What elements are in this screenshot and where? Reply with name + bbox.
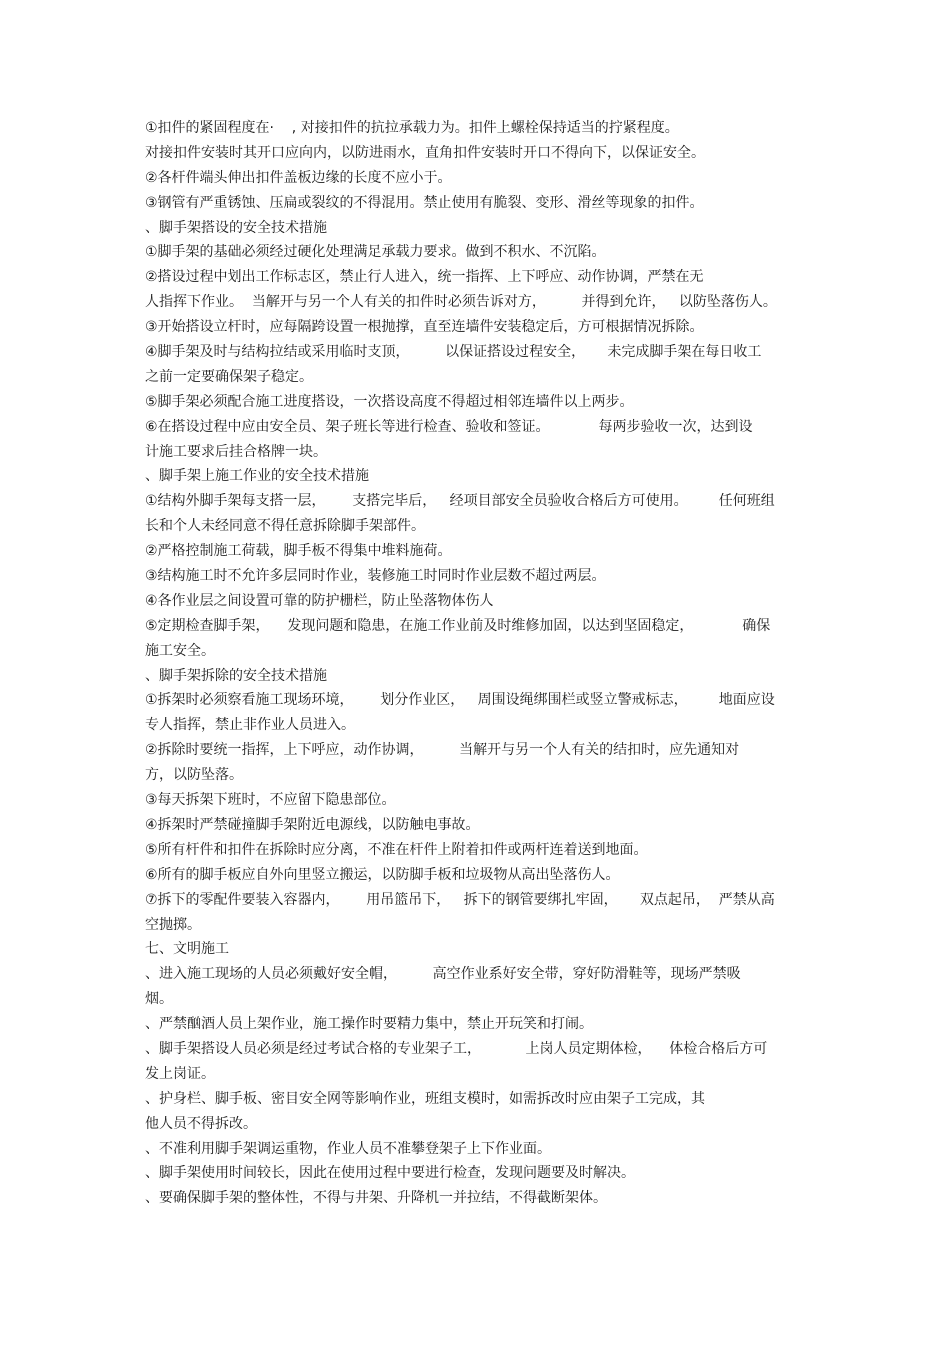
text-line: ②拆除时要统一指挥，上下呼应，动作协调， 当解开与另一个人有关的结扣时，应先通知对 [145,742,740,759]
text-line: ⑤脚手架必须配合施工进度搭设，一次搭设高度不得超过相邻连墙件以上两步。 [145,393,634,410]
text-line: 施工安全。 [145,642,215,659]
text-line: ②严格控制施工荷载，脚手板不得集中堆料施荷。 [145,543,452,560]
text-line: 、不准利用脚手架调运重物，作业人员不准攀登架子上下作业面。 [145,1140,551,1157]
text-line: ⑤所有杆件和扣件在拆除时应分离，不准在杆件上附着扣件或两杆连着送到地面。 [145,841,648,858]
text-line: ⑤定期检查脚手架， 发现问题和隐患，在施工作业前及时维修加固，以达到坚固稳定， 确保 [145,617,771,634]
text-line: ④拆架时严禁碰撞脚手架附近电源线，以防触电事故。 [145,816,480,833]
text-line: ①脚手架的基础必须经过硬化处理满足承载力要求。做到不积水、不沉陷。 [145,244,606,261]
text-line: 人指挥下作业。 当解开与另一个人有关的扣件时必须告诉对方， 并得到允许， 以防坠落伤人。 [145,294,777,311]
text-line: ①结构外脚手架每支搭一层， 支搭完毕后， 经项目部安全员验收合格后方可使用。 任何班组 [145,493,775,510]
text-line: 、要确保脚手架的整体性，不得与井架、升降机一并拉结，不得截断架体。 [145,1190,607,1207]
text-line: 他人员不得拆改。 [145,1115,257,1132]
text-line: 、护身栏、脚手板、密目安全网等影响作业，班组支模时，如需拆改时应由架子工完成，其 [145,1090,705,1107]
text-line: 之前一定要确保架子稳定。 [145,368,313,385]
text-line: 方，以防坠落。 [145,767,243,784]
text-line: 、严禁酗酒人员上架作业，施工操作时要精力集中，禁止开玩笑和打闹。 [145,1016,593,1033]
text-line: ③钢管有严重锈蚀、压扁或裂纹的不得混用。禁止使用有脆裂、变形、滑丝等现象的扣件。 [145,194,704,211]
text-line: ②搭设过程中划出工作标志区，禁止行人进入，统一指挥、上下呼应、动作协调，严禁在无 [145,269,704,286]
text-line: 烟。 [145,991,173,1008]
text-line: 、脚手架搭设的安全技术措施 [145,219,327,236]
text-line: 、脚手架拆除的安全技术措施 [145,667,327,684]
text-line: ①拆架时必须察看施工现场环境， 划分作业区， 周围设绳绑围栏或竖立警戒标志， 地面应设 [145,692,775,709]
text-line: ②各杆件端头伸出扣件盖板边缘的长度不应小于。 [145,169,452,186]
text-line: 、脚手架搭设人员必须是经过考试合格的专业架子工， 上岗人员定期体检， 体检合格后方可 [145,1040,768,1057]
text-line: 空抛掷。 [145,916,201,933]
text-line: 七、文明施工 [145,941,229,958]
text-line: ⑦拆下的零配件要装入容器内， 用吊篮吊下， 拆下的钢管要绑扎牢固， 双点起吊， 严禁从高 [145,891,775,908]
text-line: ④各作业层之间设置可靠的防护栅栏，防止坠落物体伤人 [145,592,494,609]
text-line: ③开始搭设立杆时，应每隔跨设置一根抛撑，直至连墙件安装稳定后，方可根据情况拆除。 [145,319,704,336]
text-line: 发上岗证。 [145,1065,215,1082]
text-line: ③每天拆架下班时，不应留下隐患部位。 [145,792,396,809]
text-line: ①扣件的紧固程度在· , 对接扣件的抗拉承载力为。扣件上螺栓保持适当的拧紧程度。 [145,120,679,136]
text-line: ③结构施工时不允许多层同时作业，装修施工时同时作业层数不超过两层。 [145,568,606,585]
text-line: ④脚手架及时与结构拉结或采用临时支顶， 以保证搭设过程安全， 未完成脚手架在每日收工 [145,344,762,361]
text-line: 长和个人未经同意不得任意拆除脚手架部件。 [145,518,425,535]
text-line: ⑥所有的脚手板应自外向里竖立搬运，以防脚手板和垃圾物从高出坠落伤人。 [145,866,620,883]
text-line: 对接扣件安装时其开口应向内，以防进雨水，直角扣件安装时开口不得向下，以保证安全。 [145,144,705,161]
text-line: 专人指挥，禁止非作业人员进入。 [145,717,355,734]
text-line: 、脚手架上施工作业的安全技术措施 [145,468,369,485]
text-line: 计施工要求后挂合格牌一块。 [145,443,327,460]
text-line: 、进入施工现场的人员必须戴好安全帽， 高空作业系好安全带，穿好防滑鞋等，现场严禁吸 [145,966,741,983]
document-body [145,116,815,1211]
text-line: 、脚手架使用时间较长，因此在使用过程中要进行检查，发现问题要及时解决。 [145,1165,635,1182]
text-line: ⑥在搭设过程中应由安全员、架子班长等进行检查、验收和签证。 每两步验收一次，达到设 [145,418,753,435]
